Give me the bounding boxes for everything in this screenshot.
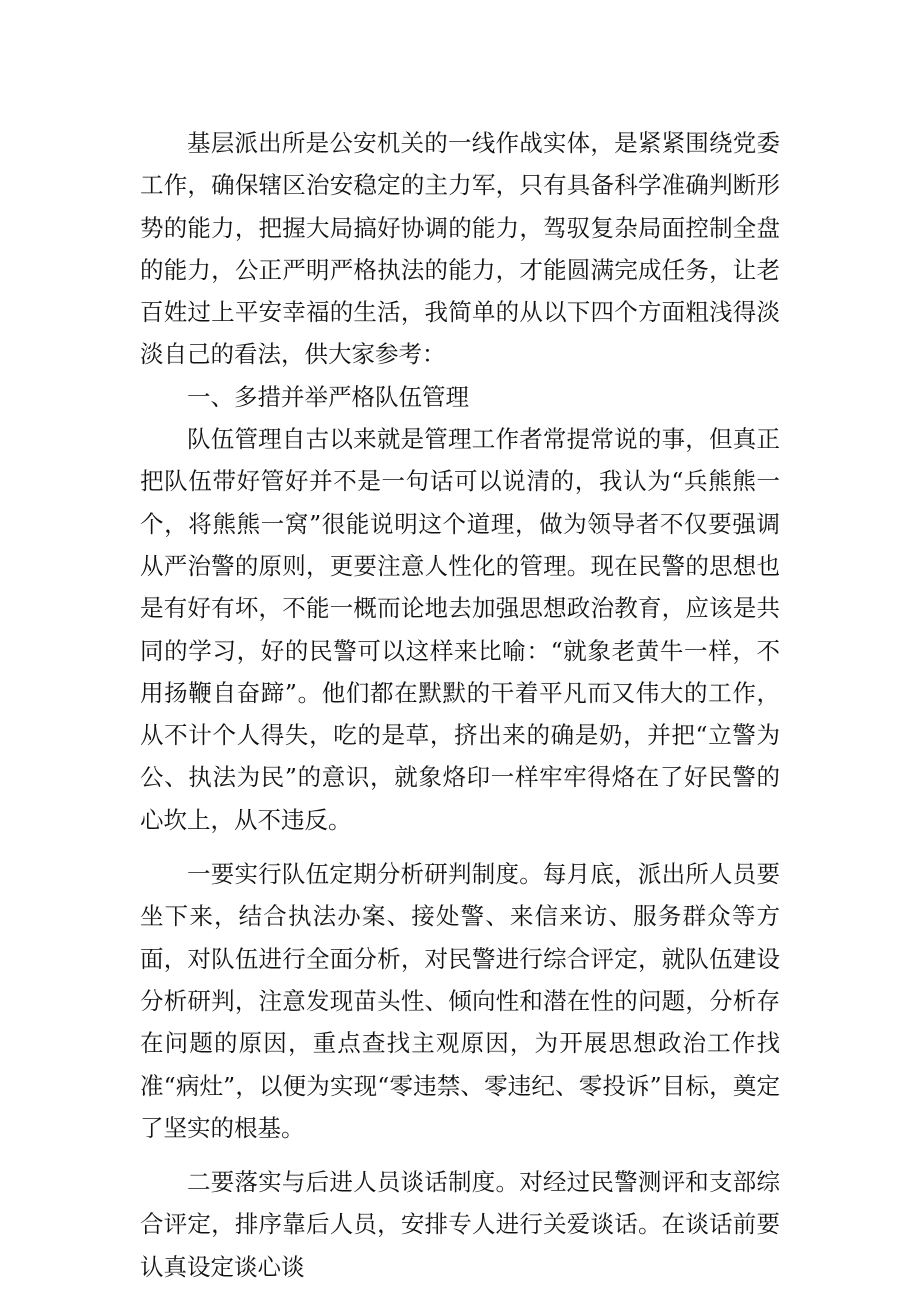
paragraph-analysis-system: 一要实行队伍定期分析研判制度。每月底，派出所人员要坐下来，结合执法办案、接处警、来信来访、服务群众等方面，对队伍进行全面分析，对民警进行综合评定，就队伍建设分析研判，注意发现苗头性、倾向性和潜在性的问题，分析存在问题的原因，重点查找主观原因，为开展思想政治工作找准“病灶”，以便为实现“零违禁、零违纪、零投诉”目标，奠定了坚实的根基。 bbox=[140, 860, 780, 1142]
paragraph-talk-system: 二要落实与后进人员谈话制度。对经过民警测评和支部综合评定，排序靠后人员，安排专人进行关爱谈话。在谈话前要认真设定谈心谈 bbox=[140, 1168, 780, 1281]
document-body bbox=[140, 122, 780, 1288]
paragraph-team-management: 队伍管理自古以来就是管理工作者常提常说的事，但真正把队伍带好管好并不是一句话可以说清的，我认为“兵熊熊一个，将熊熊一窝”很能说明这个道理，做为领导者不仅要强调从严治警的原则，更要注意人性化的管理。现在民警的思想也是有好有坏，不能一概而论地去加强思想政治教育，应该是共同的学习，好的民警可以这样来比喻：“就象老黄牛一样，不用扬鞭自奋蹄”。他们都在默默的干着平凡而又伟大的工作，从不计个人得失，吃的是草，挤出来的确是奶，并把“立警为公、执法为民”的意识，就象烙印一样牢牢得烙在了好民警的心坎上，从不违反。 bbox=[140, 425, 780, 834]
section-heading-1: 一、多措并举严格队伍管理 bbox=[187, 382, 469, 411]
paragraph-intro: 基层派出所是公安机关的一线作战实体，是紧紧围绕党委工作，确保辖区治安稳定的主力军，只有具备科学准确判断形势的能力，把握大局搞好协调的能力，驾驭复杂局面控制全盘的能力，公正严明严格执法的能力，才能圆满完成任务，让老百姓过上平安幸福的生活，我简单的从以下四个方面粗浅得淡淡自己的看法，供大家参考： bbox=[140, 129, 780, 369]
